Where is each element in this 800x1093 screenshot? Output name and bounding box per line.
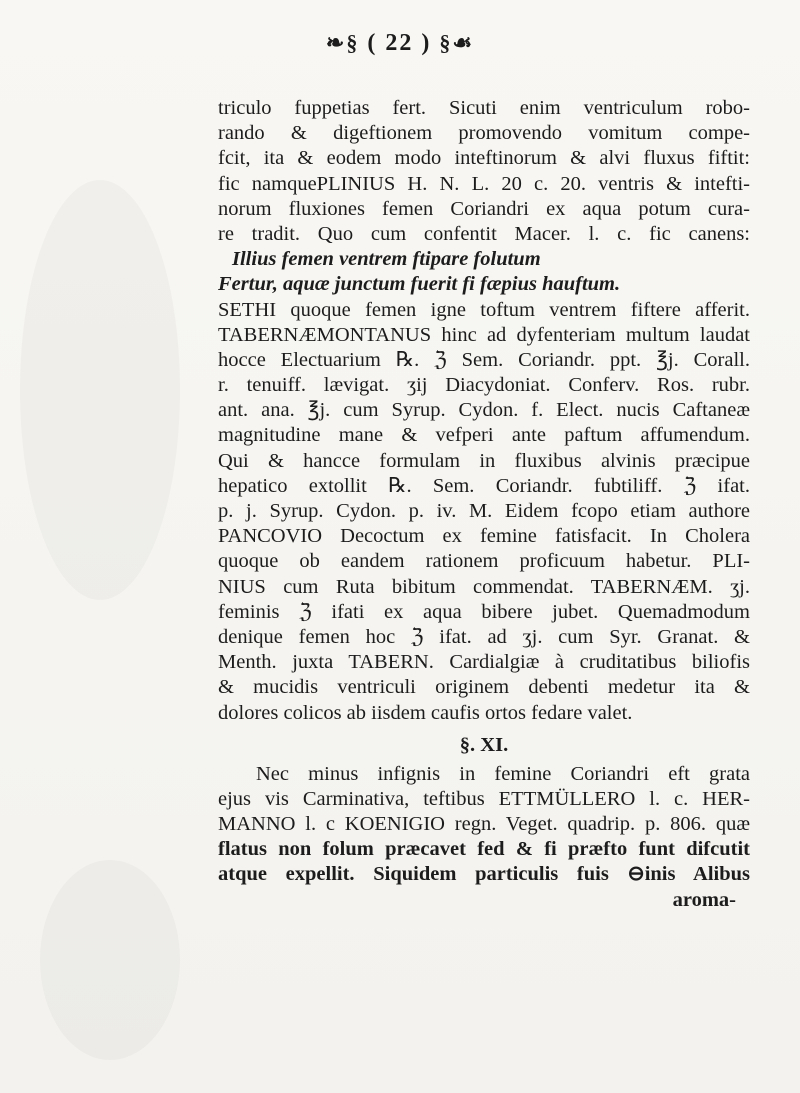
verse-line: Fertur, aquæ junctum fuerit fi fæpius hauftum. <box>218 273 621 296</box>
header-left-ornament: ❧§ <box>325 30 360 55</box>
text-line: Qui & hancce formulam in fluxibus alvinis præcipue <box>218 449 750 472</box>
text-line: TABERNÆMONTANUS hinc ad dyfenteriam multum laudat <box>218 323 750 346</box>
text-line: dolores colicos ab iisdem caufis ortos fedare valet. <box>218 701 633 724</box>
text-line: Nec minus infignis in femine Coriandri eft grata <box>256 762 750 785</box>
text-line: hocce Electuarium ℞. ℨ Sem. Coriandr. ppt. ℥j. Corall. <box>218 348 750 371</box>
body-text <box>218 96 750 913</box>
text-line: ant. ana. ℥j. cum Syrup. Cydon. f. Elect. nucis Caftaneæ <box>218 399 750 422</box>
header-right-ornament: §☙ <box>439 30 475 55</box>
text-line: SETHI quoque femen igne toftum ventrem fiftere afferit. <box>218 298 750 321</box>
text-line: PANCOVIO Decoctum ex femine fatisfacit. In Cholera <box>218 525 750 548</box>
page-header <box>0 30 800 57</box>
text-line: re tradit. Quo cum confentit Macer. l. c. fic canens: <box>218 222 750 245</box>
text-line: r. tenuiff. lævigat. ʒij Diacydoniat. Conferv. Ros. rubr. <box>218 374 750 397</box>
text-line: fcit, ita & eodem modo inteftinorum & alvi fluxus fiftit: <box>218 147 750 170</box>
text-line: p. j. Syrup. Cydon. p. iv. M. Eidem fcopo etiam authore <box>218 500 750 522</box>
text-line: rando & digeftionem promovendo vomitum compe- <box>218 122 750 145</box>
verse-line: Illius femen ventrem ftipare folutum <box>232 248 541 271</box>
text-line: Menth. juxta TABERN. Cardialgiæ à cruditatibus biliofis <box>218 651 750 674</box>
text-line: triculo fuppetias fert. Sicuti enim ventriculum robo- <box>218 97 750 119</box>
text-line: & mucidis ventriculi originem debenti medetur ita & <box>218 676 750 699</box>
text-line: feminis ℨ ifati ex aqua bibere jubet. Quemadmodum <box>218 600 750 623</box>
text-line: fic namquePLINIUS H. N. L. 20 c. 20. ventris & intefti- <box>218 172 750 195</box>
text-line: hepatico extollit ℞. Sem. Coriandr. fubtiliff. ℨ ifat. <box>218 474 750 497</box>
page-number: ( 22 ) <box>367 30 432 56</box>
text-line: atque expellit. Siquidem particulis fuis ⊖inis Alibus <box>218 863 750 886</box>
text-line: ejus vis Carminativa, teftibus ETTMÜLLERO l. c. HER- <box>218 787 750 810</box>
text-line: norum fluxiones femen Coriandri ex aqua potum cura- <box>218 197 750 220</box>
text-line: MANNO l. c KOENIGIO regn. Veget. quadrip. p. 806. quæ <box>218 813 750 836</box>
text-line: NIUS cum Ruta bibitum commendat. TABERNÆM. ʒj. <box>218 575 750 598</box>
catchword: aroma- <box>672 888 736 911</box>
text-line: denique femen hoc ℨ ifat. ad ʒj. cum Syr. Granat. & <box>218 625 750 648</box>
text-line: quoque ob eandem rationem proficuum habetur. PLI- <box>218 550 750 573</box>
text-line: magnitudine mane & vefperi ante paftum affumendum. <box>218 424 750 447</box>
section-heading: §. XI. <box>459 733 509 756</box>
text-line: flatus non folum præcavet fed & fi præfto funt difcutit <box>218 838 750 861</box>
